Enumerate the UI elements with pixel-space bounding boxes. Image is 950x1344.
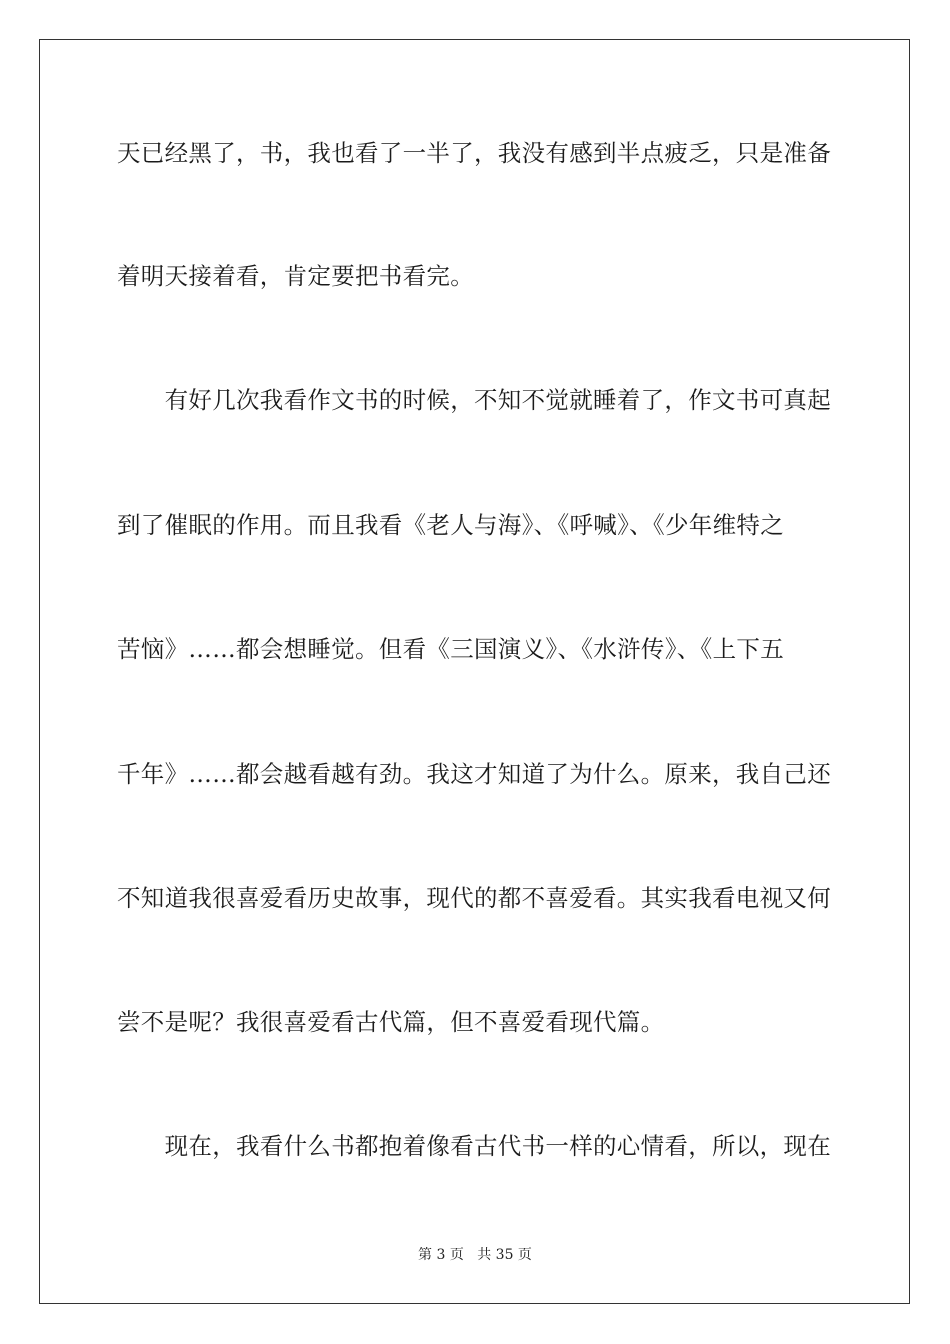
page-number: 第 3 页 — [418, 1247, 464, 1263]
text-line: 尝不是呢？我很喜爱看古代篇，但不喜爱看现代篇。 — [117, 1008, 665, 1036]
text-line: 天已经黑了，书，我也看了一半了，我没有感到半点疲乏，只是准备 — [117, 139, 831, 167]
text-line: 苦恼》……都会想睡觉。但看《三国演义》、《水浒传》、《上下五 — [117, 635, 784, 663]
text-line: 千年》……都会越看越有劲。我这才知道了为什么。原来，我自己还 — [117, 760, 831, 788]
text-line: 到了催眠的作用。而且我看《老人与海》、《呼喊》、《少年维特之 — [117, 511, 784, 539]
page-footer — [0, 1246, 950, 1264]
page-border — [39, 39, 910, 1304]
total-pages: 共 35 页 — [477, 1247, 532, 1263]
text-line: 不知道我很喜爱看历史故事，现代的都不喜爱看。其实我看电视又何 — [117, 884, 831, 912]
text-line: 现在，我看什么书都抱着像看古代书一样的心情看，所以，现在 — [117, 1132, 831, 1160]
text-line: 着明天接着看，肯定要把书看完。 — [117, 262, 474, 290]
text-line: 有好几次我看作文书的时候，不知不觉就睡着了，作文书可真起 — [117, 386, 831, 414]
